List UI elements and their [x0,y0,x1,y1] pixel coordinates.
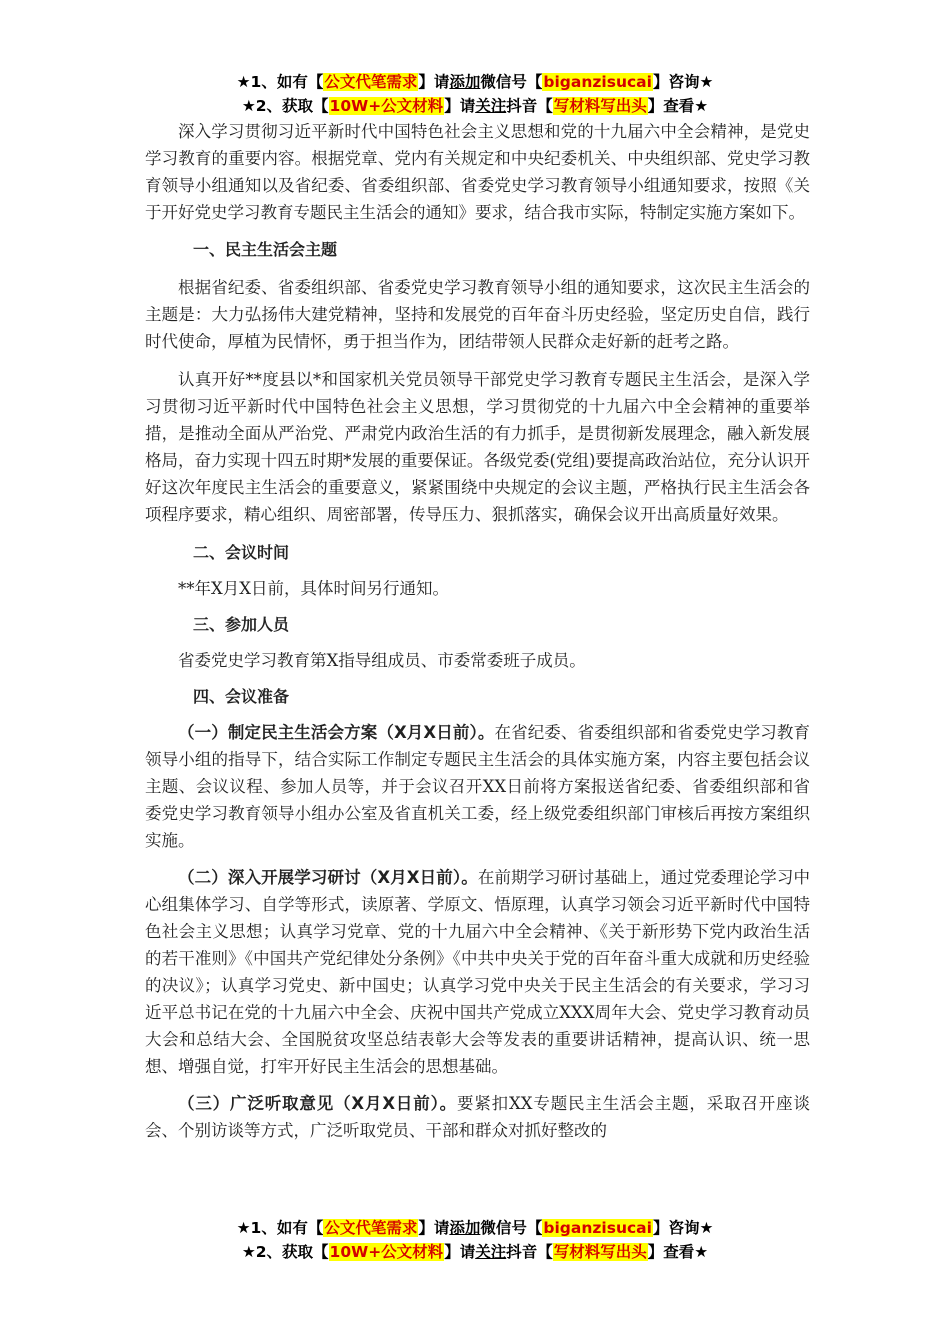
subsection-title: （二）深入开展学习研讨（X月X日前）。 [178,868,478,887]
promo-banner-bottom-2 [0,1240,950,1264]
promo-banner-top-2 [0,94,950,118]
paragraph: **年X月X日前，具体时间另行通知。 [178,579,449,598]
douyin-account: 写材料写出头 [553,1243,647,1261]
paragraph: 认真开好**度县以*和国家机关党员领导干部党史学习教育专题民主生活会，是深入学习贯彻习近平新时代中国特色社会主义思想，学习贯彻党的十九届六中全会精神的重要举措，是推动全面从严治党、严肃党内政治生活的有力抓手，是贯彻新发展理念，融入新发展格局，奋力实现十四五时期*发展的重要保证。各级党委(党组)要提高政治站位，充分认识开好这次年度民主生活会的重要意义，紧紧围绕中央规定的会议主题，严格执行民主生活会各项程序要求，精心组织、周密部署，传导压力、狠抓落实，确保会议开出高质量好效果。 [145,370,810,524]
banner-text: 微信号【 [480,1219,543,1237]
subsection-title: （三）广泛听取意见（X月X日前）。 [178,1094,457,1113]
banner-text: 】查看★ [647,1243,709,1261]
section-heading: 一、民主生活会主题 [193,240,338,259]
paragraph: 省委党史学习教育第X指导组成员、市委常委班子成员。 [178,651,586,670]
banner-text: ★2、获取【 [241,97,329,115]
section-heading: 二、会议时间 [193,543,290,562]
wechat-id: biganzisucai [543,73,652,91]
banner-text: 】咨询★ [652,1219,714,1237]
banner-text: 】请 [418,1219,450,1237]
highlight-text: 公文代笔需求 [324,73,418,91]
section-heading: 四、会议准备 [193,687,290,706]
banner-text: ★1、如有【 [236,1219,324,1237]
banner-text: 】请 [444,1243,476,1261]
subsection-text: 在前期学习研讨基础上，通过党委理论学习中心组集体学习、自学等形式，读原著、学原文、悟原理，认真学习领会习近平新时代中国特色社会主义思想；认真学习党章、党的十九届六中全会精神、《关于新形势下党内政治生活的若干准则》《中国共产党纪律处分条例》《中共中央关于党的百年奋斗重大成就和历史经验的决议》；认真学习党史、新中国史；认真学习党中央关于民主生活会的有关要求，学习习近平总书记在党的十九届六中全会、庆祝中国共产党成立XXX周年大会、党史学习教育动员大会和总结大会、全国脱贫攻坚总结表彰大会等发表的重要讲话精神，提高认识、统一思想、增强自觉，打牢开好民主生活会的思想基础。 [145,868,810,1076]
banner-text: 】咨询★ [652,73,714,91]
highlight-text: 公文代笔需求 [324,1219,418,1237]
banner-text: ★1、如有【 [236,73,324,91]
underlined-text: 关注 [475,97,507,115]
subsection-text: 要紧扣XX专题民主生活会主题，采取召开座谈会、个别访谈等方式，广泛听取党员、干部和群众对抓好整改的 [145,1094,810,1140]
underlined-text: 关注 [475,1243,507,1261]
intro-paragraph: 深入学习贯彻习近平新时代中国特色社会主义思想和党的十九届六中全会精神，是党史学习教育的重要内容。根据党章、党内有关规定和中央纪委机关、中央组织部、党史学习教育领导小组通知以及省纪委、省委组织部、省委党史学习教育领导小组通知要求，按照《关于开好党史学习教育专题民主生活会的通知》要求，结合我市实际，特制定实施方案如下。 [145,122,810,222]
banner-text: 抖音【 [506,1243,553,1261]
subsection-text: 在省纪委、省委组织部和省委党史学习教育领导小组的指导下，结合实际工作制定专题民主生活会的具体实施方案，内容主要包括会议主题、会议议程、参加人员等，并于会议召开XX日前将方案报送省纪委、省委组织部和省委党史学习教育领导小组办公室及省直机关工委，经上级党委组织部门审核后再按方案组织实施。 [145,723,811,850]
paragraph: 根据省纪委、省委组织部、省委党史学习教育领导小组的通知要求，这次民主生活会的主题是：大力弘扬伟大建党精神，坚持和发展党的百年奋斗历史经验，坚定历史自信，践行时代使命，厚植为民情怀，勇于担当作为，团结带领人民群众走好新的赶考之路。 [145,278,810,351]
banner-text: 】请 [444,97,476,115]
banner-text: 抖音【 [506,97,553,115]
promo-banner-top-1 [0,70,950,94]
banner-text: 】请 [418,73,450,91]
highlight-text: 10W+公文材料 [329,1243,444,1261]
subsection-title: （一）制定民主生活会方案（X月X日前）。 [178,723,495,742]
underlined-text: 添加 [449,1219,481,1237]
subsection-paragraph [145,864,810,1080]
banner-text: ★2、获取【 [241,1243,329,1261]
subsection-paragraph [145,719,810,854]
douyin-account: 写材料写出头 [553,97,647,115]
promo-banner-bottom-1 [0,1216,950,1240]
banner-text: 微信号【 [480,73,543,91]
highlight-text: 10W+公文材料 [329,97,444,115]
subsection-paragraph [145,1090,810,1144]
document-body [145,118,810,1144]
wechat-id: biganzisucai [543,1219,652,1237]
banner-text: 】查看★ [647,97,709,115]
underlined-text: 添加 [449,73,481,91]
section-heading: 三、参加人员 [193,615,290,634]
